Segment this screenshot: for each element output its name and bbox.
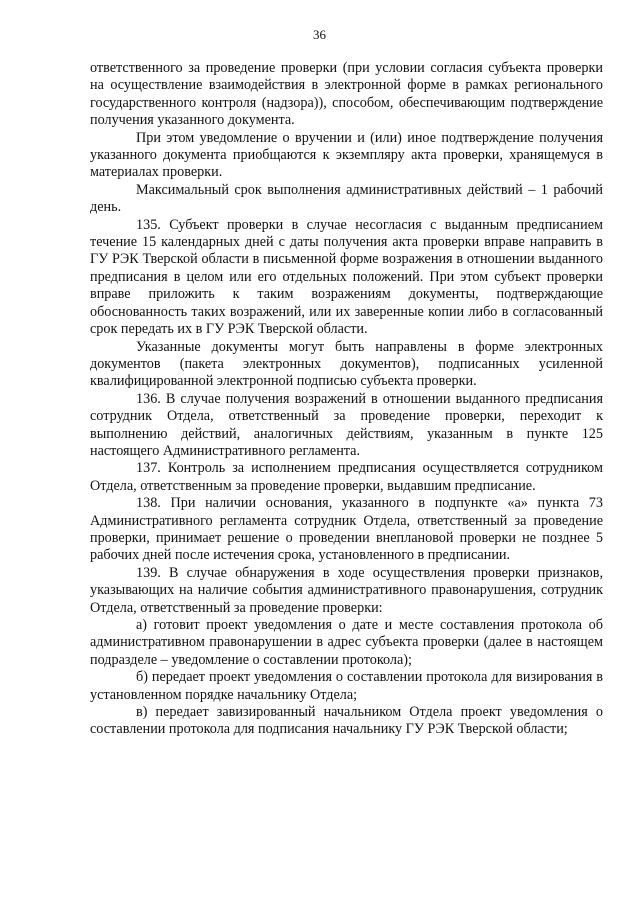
list-item-a: а) готовит проект уведомления о дате и месте составления протокола об административном правонарушении в адрес субъекта проверки (далее в настоящем подразделе – уведомление о составлении протокола);: [90, 617, 603, 668]
paragraph-139: 139. В случае обнаружения в ходе осуществления проверки признаков, указывающих на наличие события административного правонарушения, сотрудник Отдела, ответственный за проведение проверки:: [90, 564, 603, 616]
paragraph-136: 136. В случае получения возражений в отношении выданного предписания сотрудник Отдела, ответственный за проведение проверки, переходит к выполнению действий, аналогичных действиям, указанным в пункте 125 настоящего Административного регламента.: [90, 390, 603, 459]
list-item-v: в) передает завизированный начальником Отдела проект уведомления о составлении протокола для подписания начальнику ГУ РЭК Тверской области;: [90, 704, 603, 738]
paragraph-continuation: ответственного за проведение проверки (при условии согласия субъекта проверки на осуществление взаимодействия в электронной форме в рамках регионального государственного контроля (надзора)), способом, обеспечивающим подтверждение получения указанного документа.: [90, 60, 603, 129]
paragraph-135: 135. Субъект проверки в случае несогласия с выданным предписанием течение 15 календарных дней с даты получения акта проверки вправе направить в ГУ РЭК Тверской области в письменной форме возражения в отношении выданного предписания в целом или его отдельных положений. При этом субъект проверки вправе приложить к таким возражениям документы, подтверждающие обоснованность таких возражений, или их заверенные копии либо в согласованный срок передать их в ГУ РЭК Тверской области.: [90, 216, 603, 338]
paragraph-notification: При этом уведомление о вручении и (или) иное подтверждение получения указанного документа приобщаются к экземпляру акта проверки, хранящемуся в материалах проверки.: [90, 129, 603, 181]
list-item-b: б) передает проект уведомления о составлении протокола для визирования в установленном порядке начальнику Отдела;: [90, 669, 603, 703]
page-number: 36: [313, 27, 326, 42]
paragraph-137: 137. Контроль за исполнением предписания осуществляется сотрудником Отдела, ответственным за проведение проверки, выдавшим предписание.: [90, 460, 603, 494]
document-body: [90, 60, 603, 739]
paragraph-138: 138. При наличии основания, указанного в подпункте «а» пункта 73 Административного регламента сотрудник Отдела, ответственный за проведение проверки, принимает решение о проведении внеплановой проверки не позднее 5 рабочих дней после истечения срока, установленного в предписании.: [90, 495, 603, 564]
paragraph-max-term: Максимальный срок выполнения административных действий – 1 рабочий день.: [90, 181, 603, 216]
paragraph-electronic-documents: Указанные документы могут быть направлены в форме электронных документов (пакета электронных документов), подписанных усиленной квалифицированной электронной подписью субъекта проверки.: [90, 338, 603, 390]
